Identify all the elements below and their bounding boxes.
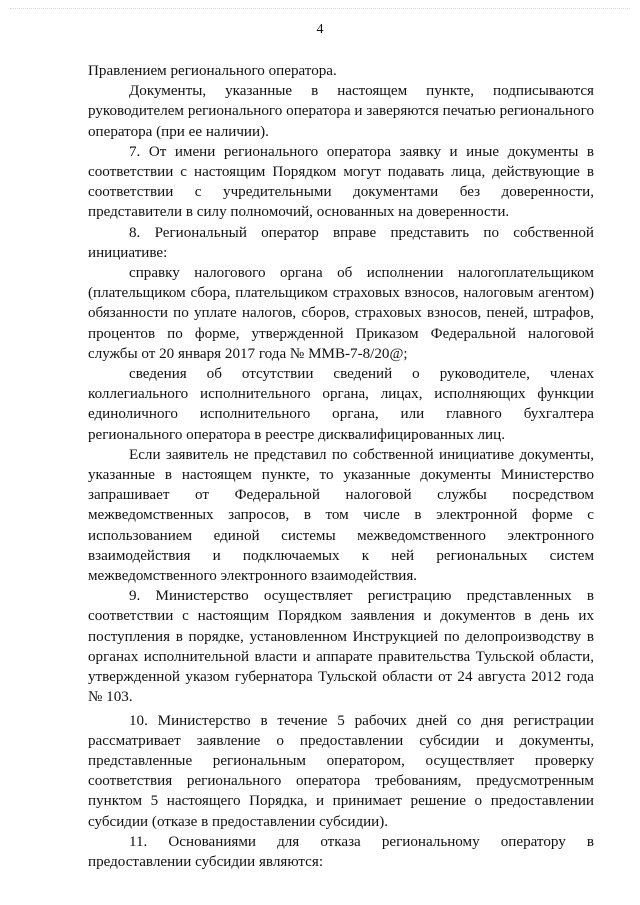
- paragraph-signatures: Документы, указанные в настоящем пункте, подписываются руководителем регионального оператора и заверяются печатью регионального оператора (при ее наличии).: [88, 83, 594, 140]
- page-number: 4: [316, 22, 324, 37]
- paragraph-item-7: 7. От имени регионального оператора заявку и иные документы в соответствии с настоящим Порядком могут подавать лица, действующие в соответствии с учредительными документами без доверенности, представители в силу полномочий, основанных на доверенности.: [88, 143, 594, 221]
- paragraph-disqualified-registry: сведения об отсутствии сведений о руководителе, членах коллегиального исполнительного органа, лицах, исполняющих функции единоличного исполнительного органа, или главного бухгалтера регионального оператора в реестре дисквалифицированных лиц.: [88, 366, 594, 443]
- body-text: [88, 61, 594, 872]
- paragraph-item-11: 11. Основаниями для отказа региональному оператору в предоставлении субсидии являются:: [88, 833, 594, 870]
- paragraph-interagency-requests: Если заявитель не представил по собственной инициативе документы, указанные в настоящем пункте, то указанные документы Министерство запрашивает от Федеральной налоговой службы посредством межведомственных запросов, в том числе в электронной форме с использованием единой системы межведомственного электронного взаимодействия и подключаемых к ней региональных систем межведомственного электронного взаимодействия.: [88, 446, 594, 585]
- paragraph-tax-certificate: справку налогового органа об исполнении налогоплательщиком (плательщиком сбора, плательщиком страховых взносов, налоговым агентом) обязанности по уплате налогов, сборов, страховых взносов, пеней, штрафов, процентов по форме, утвержденной Приказом Федеральной налоговой службы от 20 января 2017 года № ММВ-7-8/20@;: [88, 265, 594, 362]
- paragraph-item-8: 8. Региональный оператор вправе представить по собственной инициативе:: [88, 224, 594, 261]
- paragraph-item-10: 10. Министерство в течение 5 рабочих дней со дня регистрации рассматривает заявление о предоставлении субсидии и документы, представленные региональным оператором, осуществляет проверку соответствия регионального оператора требованиям, предусмотренным пунктом 5 настоящего Порядка, и принимает решение о предоставлении субсидии (отказе в предоставлении субсидии).: [88, 712, 594, 830]
- paragraph-item-9: 9. Министерство осуществляет регистрацию представленных в соответствии с настоящим Порядком заявления и документов в день их поступления в порядке, установленном Инструкцией по делопроизводству в органах исполнительной власти и аппарате правительства Тульской области, утвержденной указом губернатора Тульской области от 24 августа 2012 года № 103.: [88, 588, 594, 706]
- paragraph-continuation: Правлением регионального оператора.: [88, 63, 337, 79]
- scan-edge-marks: [10, 8, 630, 15]
